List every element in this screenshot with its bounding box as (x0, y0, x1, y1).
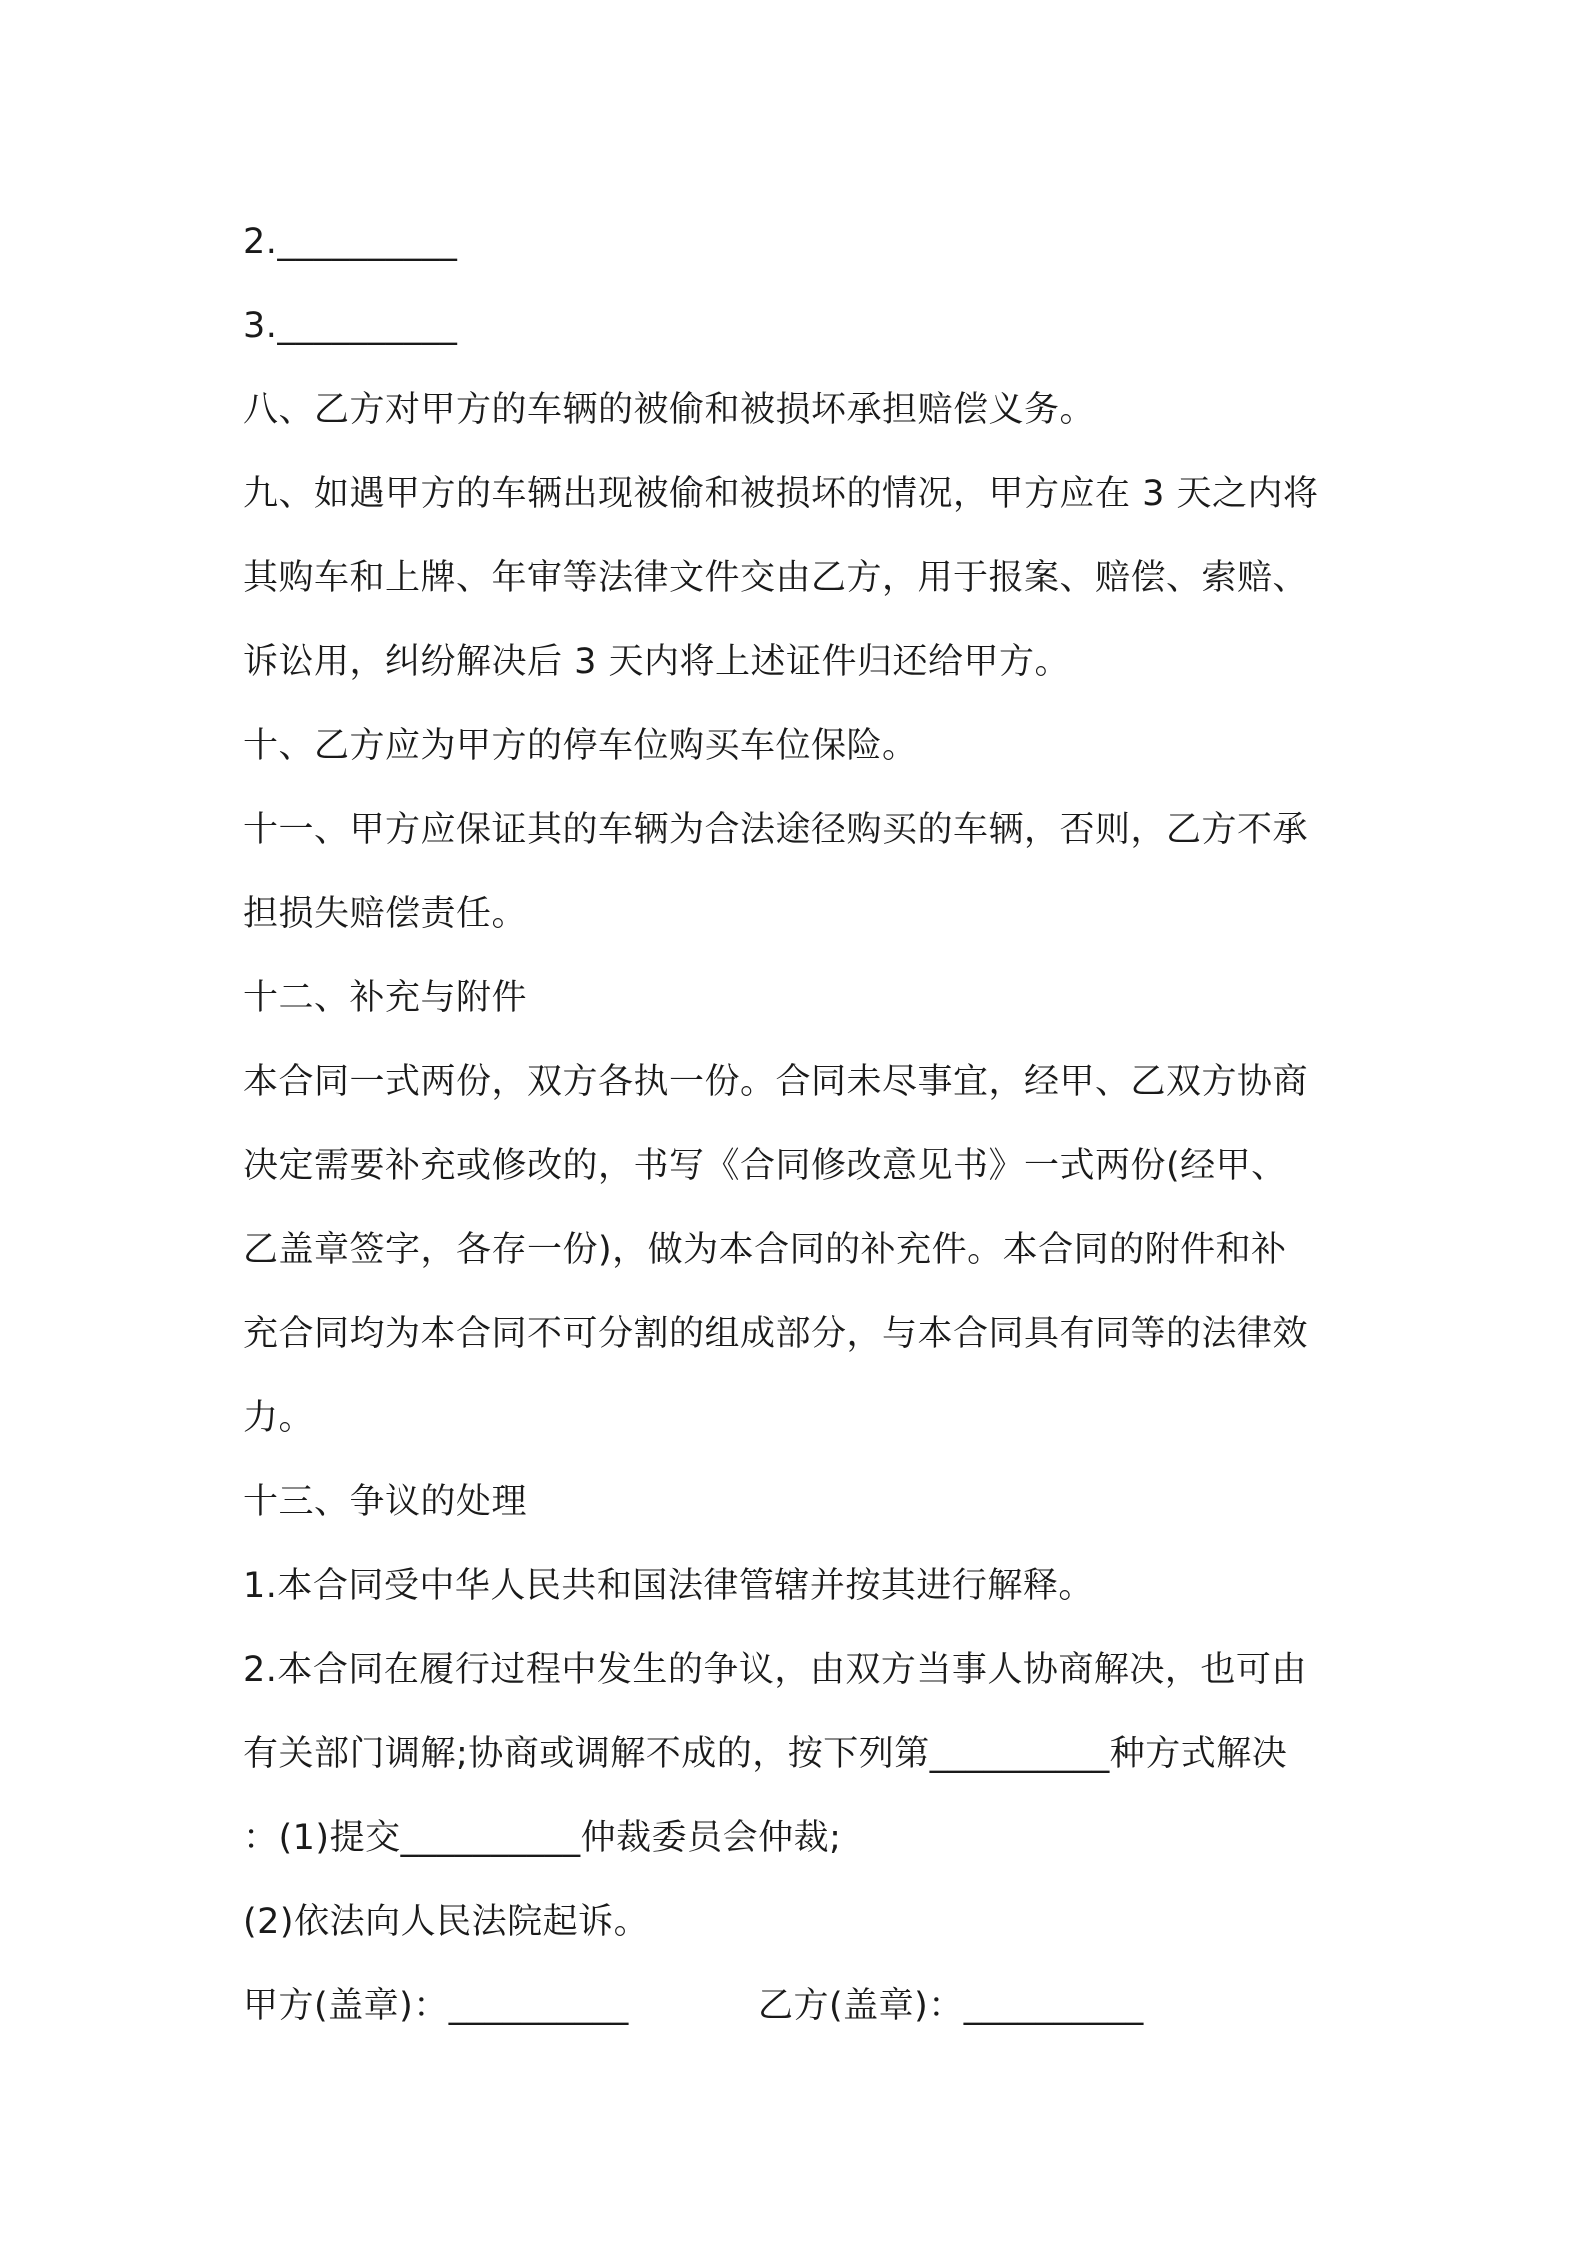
text-line: ：(1)提交__________仲裁委员会仲裁; (243, 1818, 842, 1858)
text-line: 有关部门调解;协商或调解不成的，按下列第__________种方式解决 (243, 1734, 1288, 1774)
text-line: 2.__________ (243, 222, 458, 262)
clause-11: 十一、甲方应保证其的车辆为合法途径购买的车辆，否则，乙方不承 (243, 810, 1309, 850)
text-line: 决定需要补充或修改的，书写《合同修改意见书》一式两份(经甲、 (243, 1146, 1287, 1186)
text-line: 其购车和上牌、年审等法律文件交由乙方，用于报案、赔偿、索赔、 (243, 558, 1309, 598)
clause-12-heading: 十二、补充与附件 (243, 978, 528, 1018)
party-a-signature: 甲方(盖章)：__________ (243, 1986, 629, 2026)
text-line: 1.本合同受中华人民共和国法律管辖并按其进行解释。 (243, 1566, 1094, 1606)
text-line: 诉讼用，纠纷解决后 3 天内将上述证件归还给甲方。 (243, 642, 1071, 682)
contract-text (243, 200, 1363, 2048)
clause-8: 八、乙方对甲方的车辆的被偷和被损坏承担赔偿义务。 (243, 390, 1096, 430)
party-b-signature: 乙方(盖章)：__________ (758, 1986, 1144, 2026)
clause-13-heading: 十三、争议的处理 (243, 1482, 528, 1522)
clause-9: 九、如遇甲方的车辆出现被偷和被损坏的情况，甲方应在 3 天之内将 (243, 474, 1319, 514)
text-line: 本合同一式两份，双方各执一份。合同未尽事宜，经甲、乙双方协商 (243, 1062, 1309, 1102)
text-line: (2)依法向人民法院起诉。 (243, 1902, 650, 1942)
text-line: 乙盖章签字，各存一份)，做为本合同的补充件。本合同的附件和补 (243, 1230, 1287, 1270)
text-line: 充合同均为本合同不可分割的组成部分，与本合同具有同等的法律效 (243, 1314, 1309, 1354)
text-line: 3.__________ (243, 306, 458, 346)
clause-10: 十、乙方应为甲方的停车位购买车位保险。 (243, 726, 918, 766)
text-line: 力。 (243, 1398, 315, 1438)
signature-row (243, 1964, 1363, 2048)
text-line: 2.本合同在履行过程中发生的争议，由双方当事人协商解决，也可由 (243, 1650, 1307, 1690)
text-line: 担损失赔偿责任。 (243, 894, 528, 934)
